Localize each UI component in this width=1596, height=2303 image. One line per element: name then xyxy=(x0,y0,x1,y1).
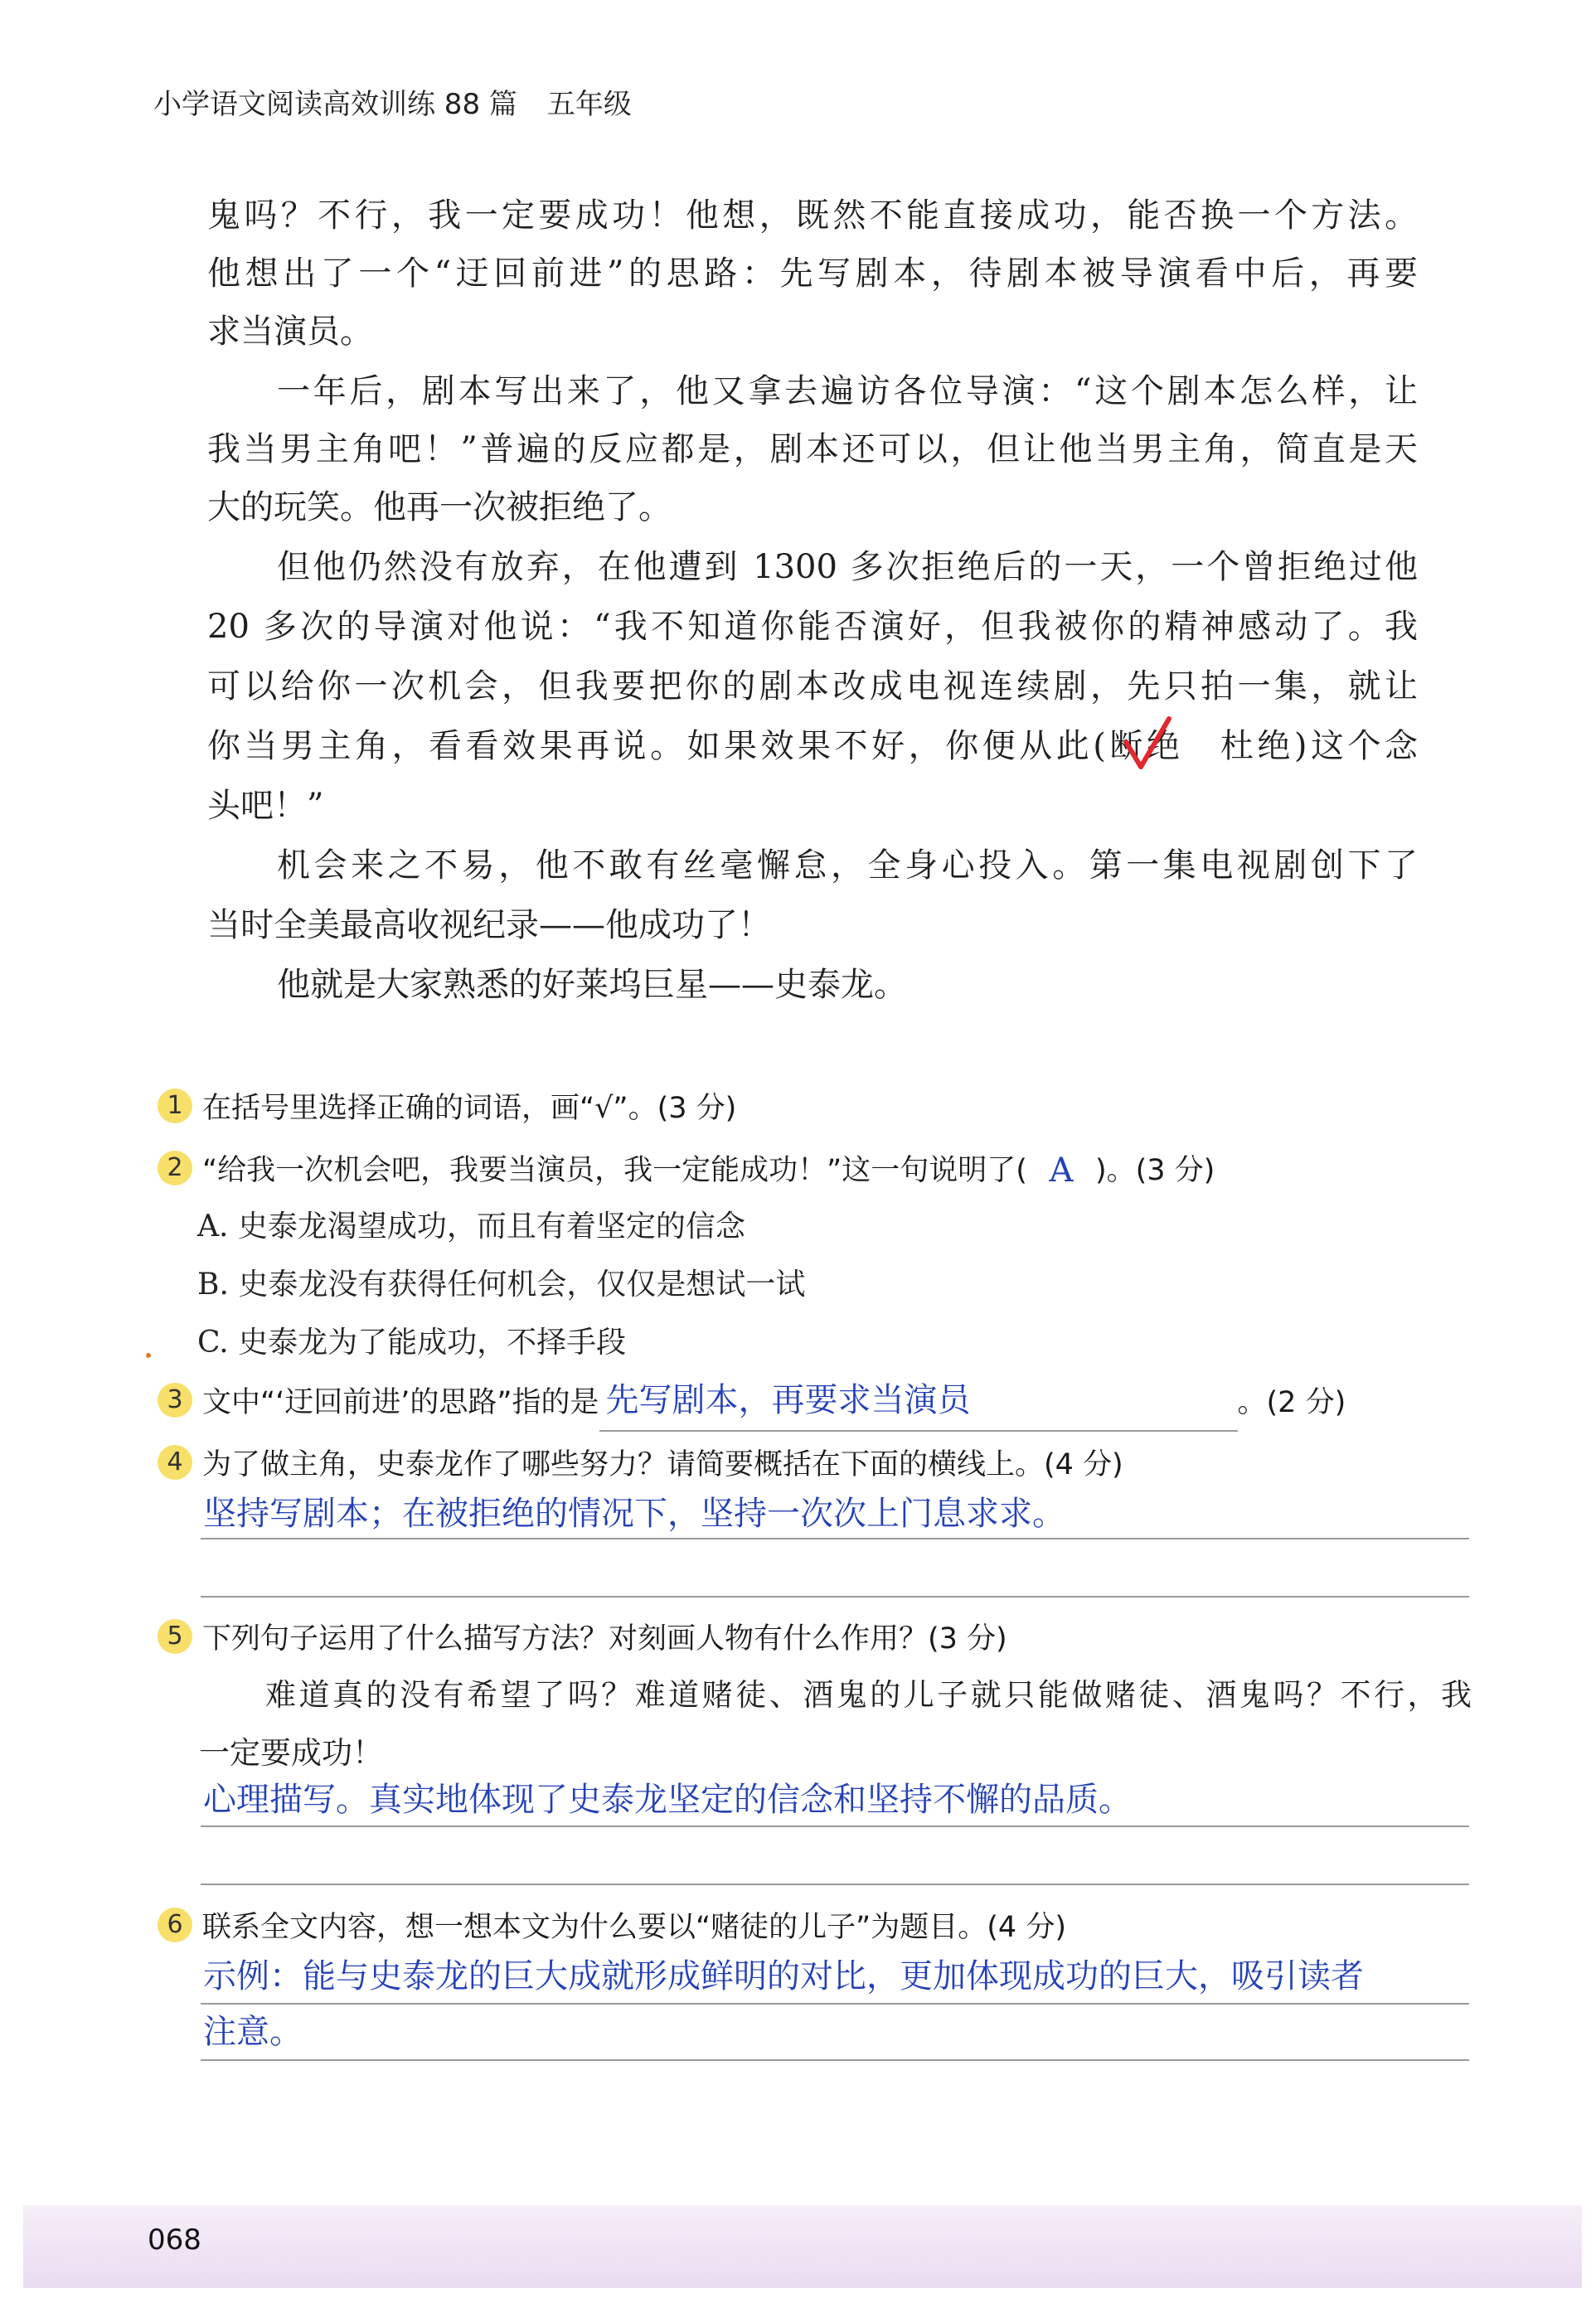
question-text: 为了做主角，史泰龙作了哪些努力？请简要概括在下面的横线上。(4 分) xyxy=(202,1448,1123,1481)
passage-line: 头吧！” xyxy=(207,787,324,825)
passage-line: 他想出了一个“迂回前进”的思路：先写剧本，待剧本被导演看中后，再要 xyxy=(207,255,1418,293)
answer-field[interactable] xyxy=(599,1381,1238,1432)
ink-dot xyxy=(146,1353,151,1358)
question-1 xyxy=(158,1086,736,1130)
answer-line[interactable] xyxy=(201,1538,1469,1539)
word-choice-duanjue[interactable] xyxy=(1106,727,1184,765)
question-number-badge: 6 xyxy=(158,1908,192,1942)
answer-line[interactable] xyxy=(201,2003,1469,2005)
option-b: B. 史泰龙没有获得任何机会，仅仅是想试一试 xyxy=(197,1268,806,1302)
answer-line[interactable] xyxy=(201,1825,1469,1827)
footer-band xyxy=(23,2205,1582,2288)
question-number-badge: 4 xyxy=(158,1445,192,1480)
check-mark-icon xyxy=(1123,715,1172,773)
answer-line[interactable] xyxy=(201,2059,1469,2061)
answer-field[interactable]: A xyxy=(1049,1152,1074,1190)
question-text: 在括号里选择正确的词语，画“√”。(3 分) xyxy=(202,1092,737,1125)
passage-line: 机会来之不易，他不敢有丝毫懈怠，全身心投入。第一集电视剧创下了 xyxy=(277,846,1418,885)
page-header xyxy=(153,81,632,122)
question-5 xyxy=(158,1617,1007,1661)
choice-option-2[interactable]: 杜绝 xyxy=(1216,727,1294,765)
question-text: 下列句子运用了什么描写方法？对刻画人物有什么作用？(3 分) xyxy=(202,1622,1007,1656)
answer-text: 注意。 xyxy=(203,2013,303,2051)
question-number-badge: 2 xyxy=(158,1151,192,1185)
option-c: C. 史泰龙为了能成功，不择手段 xyxy=(197,1326,627,1360)
passage-line: 鬼吗？不行，我一定要成功！他想，既然不能直接成功，能否换一个方法。 xyxy=(207,196,1418,235)
passage-line: 他就是大家熟悉的好莱坞巨星——史泰龙。 xyxy=(277,966,907,1004)
question-6 xyxy=(158,1905,1066,1949)
answer-text: 示例：能与史泰龙的巨大成就形成鲜明的对比，更加体现成功的巨大，吸引读者 xyxy=(203,1957,1364,1995)
answer-line[interactable] xyxy=(201,1884,1469,1885)
answer-text: 坚持写剧本；在被拒绝的情况下，坚持一次次上门息求求。 xyxy=(203,1495,1065,1533)
question-3 xyxy=(158,1380,1346,1425)
question-text: 。(2 分) xyxy=(1237,1386,1346,1419)
answer-text: 心理描写。真实地体现了史泰龙坚定的信念和坚持不懈的品质。 xyxy=(203,1781,1132,1819)
grade-label: 五年级 xyxy=(546,88,632,121)
passage-line: 但他仍然没有放弃，在他遭到 1300 多次拒绝后的一天，一个曾拒绝过他 xyxy=(277,548,1418,586)
passage-line: 一年后，剧本写出来了，他又拿去遍访各位导演：“这个剧本怎么样，让 xyxy=(277,372,1418,410)
passage-line: 20 多次的导演对他说：“我不知道你能否演好，但我被你的精神感动了。我 xyxy=(207,608,1418,646)
answer-line[interactable] xyxy=(201,1596,1469,1598)
question-text: “给我一次机会吧，我要当演员，我一定能成功！”这一句说明了( xyxy=(202,1154,1027,1187)
question-text: 联系全文内容，想一想本文为什么要以“赌徒的儿子”为题目。(4 分) xyxy=(202,1911,1066,1944)
passage-text: )这个念 xyxy=(1293,727,1419,765)
passage-text: 你当男主角，看看效果再说。如果效果不好，你便从此( xyxy=(207,727,1106,765)
passage-line: 我当男主角吧！”普遍的反应都是，剧本还可以，但让他当男主角，简直是天 xyxy=(207,430,1418,468)
passage-line: 当时全美最高收视纪录——他成功了！ xyxy=(207,906,771,944)
book-title: 小学语文阅读高效训练 88 篇 xyxy=(153,88,517,121)
quoted-sentence: 难道真的没有希望了吗？难道赌徒、酒鬼的儿子就只能做赌徒、酒鬼吗？不行，我 xyxy=(265,1677,1472,1713)
question-number-badge: 3 xyxy=(158,1383,192,1418)
passage-line: 大的玩笑。他再一次被拒绝了。 xyxy=(207,488,672,526)
quoted-sentence: 一定要成功！ xyxy=(199,1735,383,1771)
question-2 xyxy=(158,1148,1215,1192)
page-number: 068 xyxy=(148,2223,201,2257)
question-4 xyxy=(158,1442,1123,1486)
choice-option-1: 断绝 xyxy=(1105,727,1184,765)
question-text: )。(3 分) xyxy=(1094,1154,1215,1187)
passage-line-with-choice xyxy=(207,723,1418,769)
passage-line: 可以给你一次机会，但我要把你的剧本改成电视连续剧，先只拍一集，就让 xyxy=(207,667,1418,705)
option-a: A. 史泰龙渴望成功，而且有着坚定的信念 xyxy=(197,1210,745,1244)
answer-text: 先写剧本，再要求当演员 xyxy=(605,1381,971,1419)
question-text: 文中“‘迂回前进’的思路”指的是 xyxy=(202,1386,599,1419)
passage-line: 求当演员。 xyxy=(207,313,373,351)
question-number-badge: 1 xyxy=(158,1088,192,1123)
question-number-badge: 5 xyxy=(158,1619,192,1654)
